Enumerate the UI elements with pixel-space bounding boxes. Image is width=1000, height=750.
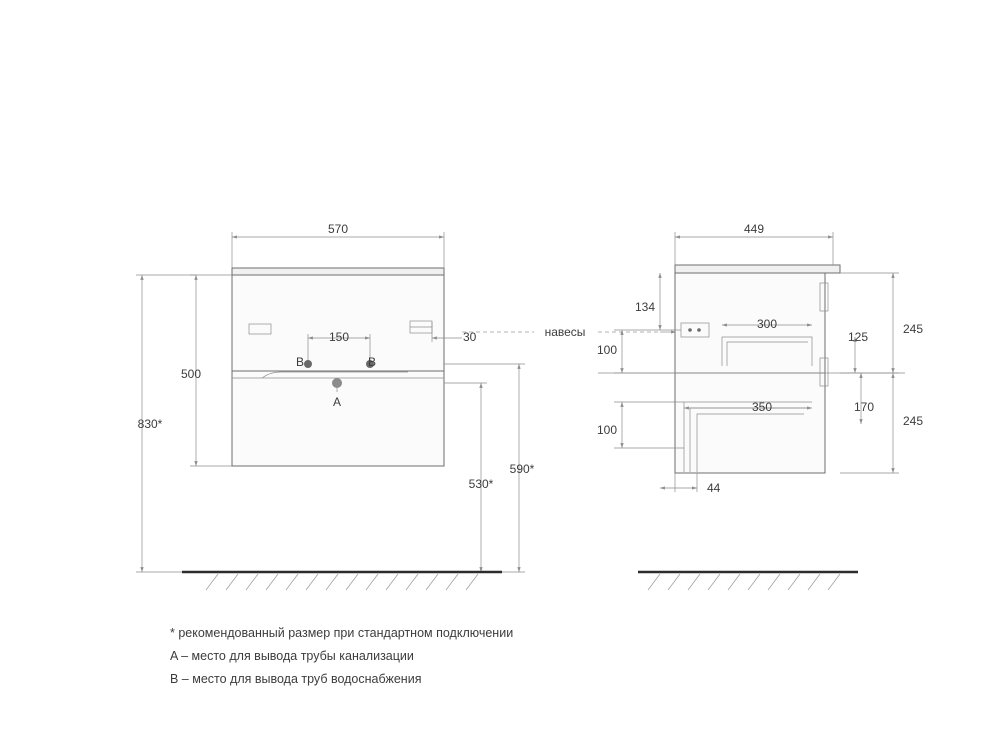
dim-side-section-lower: 245 [903,414,924,428]
label-b-left: B [295,355,305,369]
dim-front-edge-offset: 30 [463,330,477,344]
legend [170,622,690,691]
legend-note-recommended: * рекомендованный размер при стандартном подключении [170,626,514,640]
dim-front-drain-height: 530* [468,477,494,491]
label-a: A [332,395,342,409]
legend-note-a: A – место для вывода трубы канализации [170,649,414,663]
dim-side-drawer-upper-width: 300 [756,317,778,331]
front-view-geometry [232,268,444,466]
dim-side-section-upper: 245 [903,322,924,336]
dim-front-total-height: 830* [137,417,163,431]
dim-side-drawer-lower-width: 350 [751,400,773,414]
dim-front-width: 570 [327,222,349,236]
dim-side-base-offset: 44 [707,481,721,495]
label-hangers: навесы [544,325,586,339]
floor-side [638,572,858,590]
dim-side-hanger-offset-1: 100 [596,343,617,357]
dim-side-drawer-upper-height: 125 [847,330,869,344]
dim-side-hanger-offset-2: 100 [596,423,617,437]
label-b-right: B [367,355,377,369]
dim-front-supply-spacing: 150 [328,330,350,344]
floor-front [182,572,502,590]
dim-front-cabinet-height: 500 [180,367,202,381]
legend-note-b: B – место для вывода труб водоснабжения [170,672,422,686]
dim-side-depth: 449 [743,222,765,236]
side-view-geometry [675,265,840,473]
dim-side-drawer-lower-height: 170 [853,400,875,414]
dim-front-supply-height: 590* [509,462,535,476]
dim-side-hanger-top: 134 [634,300,655,314]
